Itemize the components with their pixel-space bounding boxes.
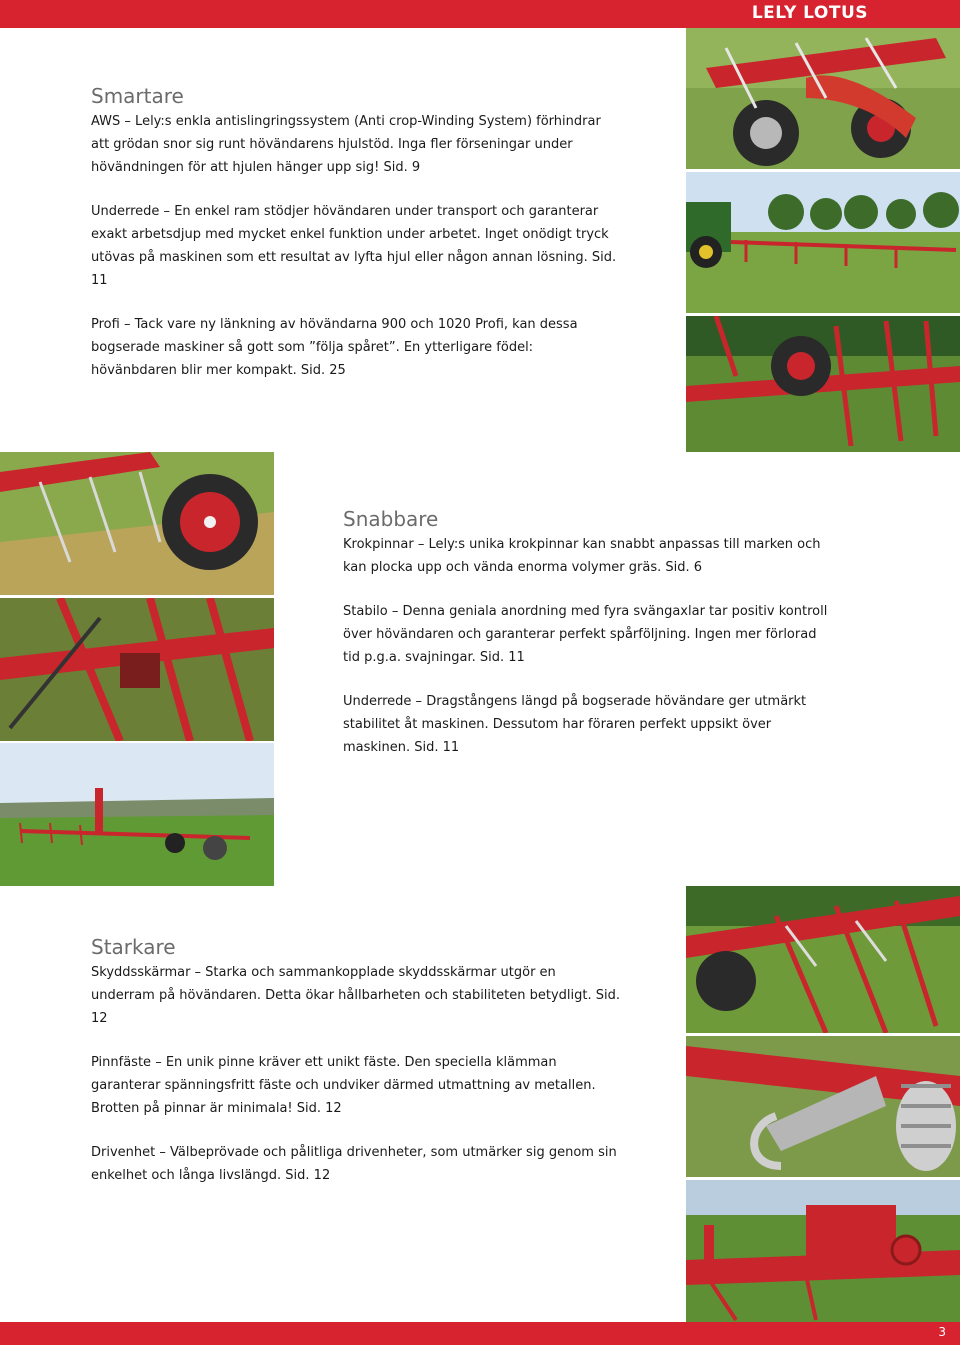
photo-stabilo bbox=[0, 598, 274, 741]
paragraph-aws: AWS – Lely:s enkla antislingringssystem (Anti crop-Winding System) förhindrar att grödan snor sig runt hövändarens hjulstöd. Inga fler förseningar under hövändningen för att hjulen hänger upp sig! Sid. 9 bbox=[91, 114, 601, 175]
header-bar bbox=[0, 0, 960, 28]
section-title-starkare: Starkare bbox=[91, 935, 176, 959]
photo-hook-tines bbox=[0, 452, 274, 595]
photo-wheel-aws bbox=[686, 28, 960, 169]
paragraph-profi: Profi – Tack vare ny länkning av hövändarna 900 och 1020 Profi, kan dessa bogserade maskiner så gott som ”följa spåret”. En ytterligare födel: hövänbdaren blir mer kompakt. Sid. 25 bbox=[91, 317, 578, 378]
brand-title: LELY LOTUS bbox=[751, 3, 868, 23]
paragraph-stabilo: Stabilo – Denna geniala anordning med fyra svängaxlar tar positiv kontroll över hövändaren och garanterar perfekt spårföljning. Ingen mer förlorad tid p.g.a. svajningar. Sid. 11 bbox=[343, 604, 828, 665]
page-number: 3 bbox=[938, 1325, 946, 1339]
paragraph-underrede-2: Underrede – Dragstångens längd på bogserade hövändare ger utmärkt stabilitet åt maskinen. Dessutom har föraren perfekt uppsikt över maskinen. Sid. 11 bbox=[343, 694, 807, 755]
photo-drive-unit bbox=[686, 1180, 960, 1322]
section-title-smartare: Smartare bbox=[91, 84, 184, 108]
section-starkare bbox=[91, 935, 621, 1208]
paragraph-pinnfaste: Pinnfäste – En unik pinne kräver ett unikt fäste. Den speciella klämman garanterar spänningsfritt fäste och undviker därmed utmattning av metallen. Brotten på pinnar är minimala! Sid. 12 bbox=[91, 1055, 596, 1116]
photo-trailed-rake bbox=[0, 743, 274, 886]
photo-tine-mount bbox=[686, 1036, 960, 1177]
paragraph-krokpinnar: Krokpinnar – Lely:s unika krokpinnar kan snabbt anpassas till marken och kan plocka upp och vända enorma volymer gräs. Sid. 6 bbox=[343, 537, 821, 575]
section-snabbare bbox=[343, 507, 828, 780]
footer-bar bbox=[0, 1322, 960, 1345]
paragraph-underrede-1: Underrede – En enkel ram stödjer hövändaren under transport och garanterar exakt arbetsdjup med mycket enkel funktion under arbetet. Inget onödigt tryck utövas på maskinen som ett resultat av lyfta hjul eller någon annan lösning. Sid. 11 bbox=[91, 204, 617, 288]
section-title-snabbare: Snabbare bbox=[343, 507, 439, 531]
section-smartare bbox=[91, 84, 621, 403]
paragraph-drivenhet: Drivenhet – Välbeprövade och pålitliga drivenheter, som utmärker sig genom sin enkelhet och långa livslängd. Sid. 12 bbox=[91, 1145, 617, 1183]
photo-frame-wheel bbox=[686, 316, 960, 452]
photo-tractor-field bbox=[686, 172, 960, 313]
paragraph-skyddsskarmar: Skyddsskärmar – Starka och sammankopplade skyddsskärmar utgör en underram på hövändaren. Detta ökar hållbarheten och stabiliteten betydligt. Sid. 12 bbox=[91, 965, 620, 1026]
photo-guards bbox=[686, 886, 960, 1033]
